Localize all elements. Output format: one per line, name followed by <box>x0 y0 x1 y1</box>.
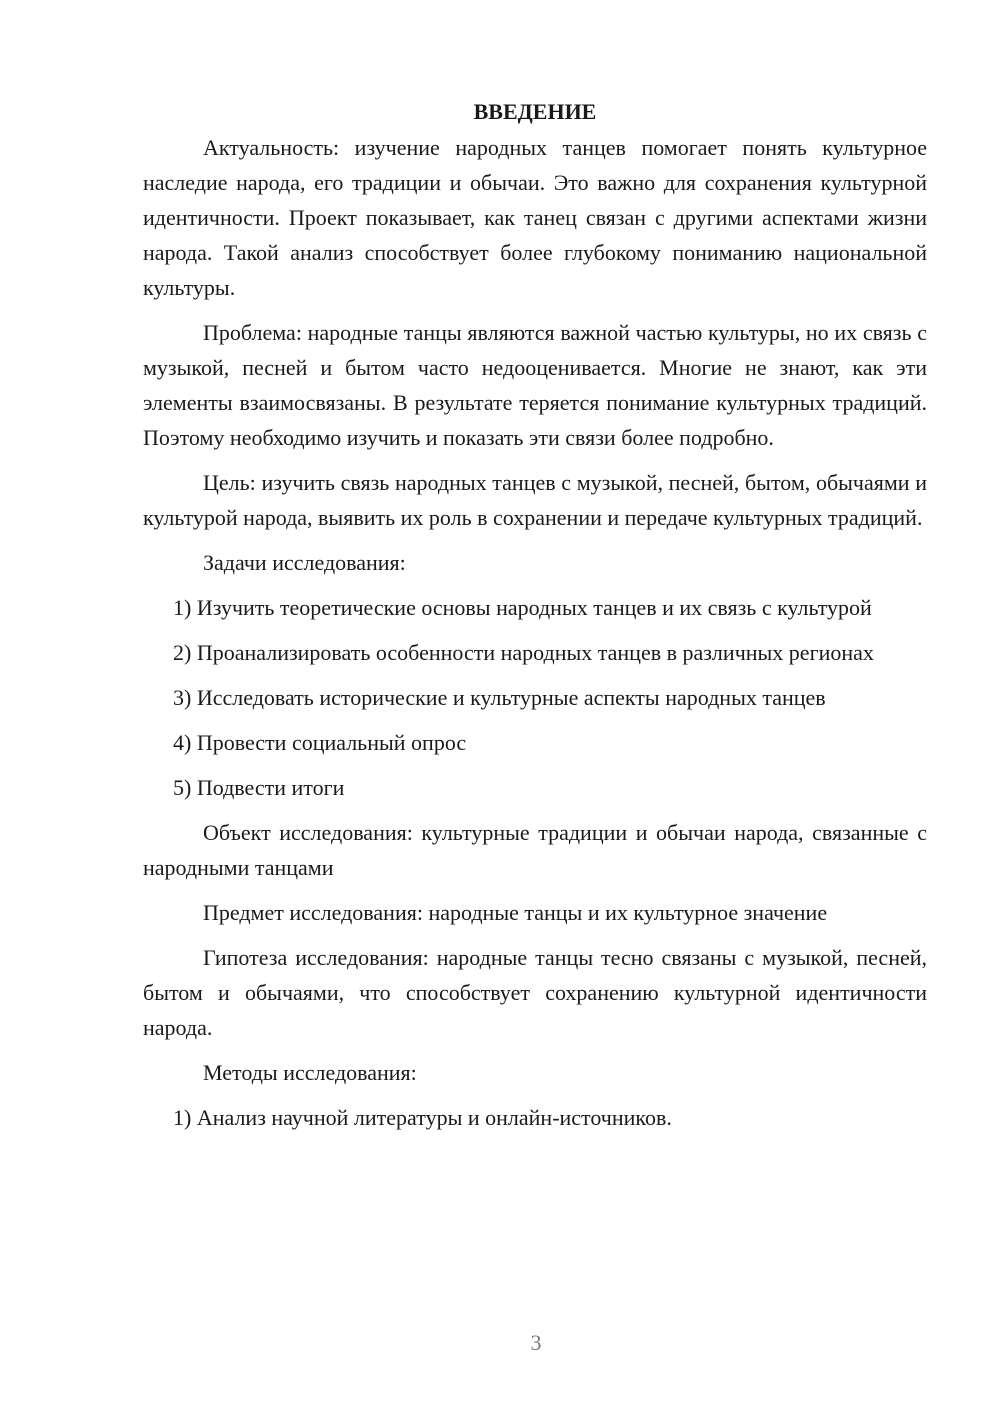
methods-heading: Методы исследования: <box>203 1060 417 1085</box>
hypothesis-paragraph: Гипотеза исследования: народные танцы тесно связаны с музыкой, песней, бытом и обычаями, что способствует сохранению культурной идентичности народа. <box>143 945 927 1040</box>
task-item-2: 2) Проанализировать особенности народных танцев в различных регионах <box>173 640 874 665</box>
goal-paragraph: Цель: изучить связь народных танцев с музыкой, песней, бытом, обычаями и культурой народа, выявить их роль в сохранении и передаче культурных традиций. <box>143 470 927 530</box>
tasks-heading: Задачи исследования: <box>203 550 406 575</box>
method-item-1: 1) Анализ научной литературы и онлайн-источников. <box>173 1105 672 1130</box>
subject-paragraph: Предмет исследования: народные танцы и их культурное значение <box>203 900 828 925</box>
task-item-1: 1) Изучить теоретические основы народных танцев и их связь с культурой <box>173 595 872 620</box>
page-number: 3 <box>530 1330 542 1355</box>
task-item-4: 4) Провести социальный опрос <box>173 730 467 755</box>
document-body <box>143 94 927 1145</box>
object-paragraph: Объект исследования: культурные традиции и обычаи народа, связанные с народными танцами <box>143 820 927 880</box>
task-item-3: 3) Исследовать исторические и культурные аспекты народных танцев <box>173 685 826 710</box>
relevance-paragraph: Актуальность: изучение народных танцев помогает понять культурное наследие народа, его традиции и обычаи. Это важно для сохранения культурной идентичности. Проект показывает, как танец связан с другими аспектами жизни народа. Такой анализ способствует более глубокому пониманию национальной культуры. <box>143 135 927 300</box>
task-item-5: 5) Подвести итоги <box>173 775 345 800</box>
problem-paragraph: Проблема: народные танцы являются важной частью культуры, но их связь с музыкой, песней и бытом часто недооценивается. Многие не знают, как эти элементы взаимосвязаны. В результате теряется понимание культурных традиций. Поэтому необходимо изучить и показать эти связи более подробно. <box>143 320 927 450</box>
section-title: ВВЕДЕНИЕ <box>473 99 597 124</box>
